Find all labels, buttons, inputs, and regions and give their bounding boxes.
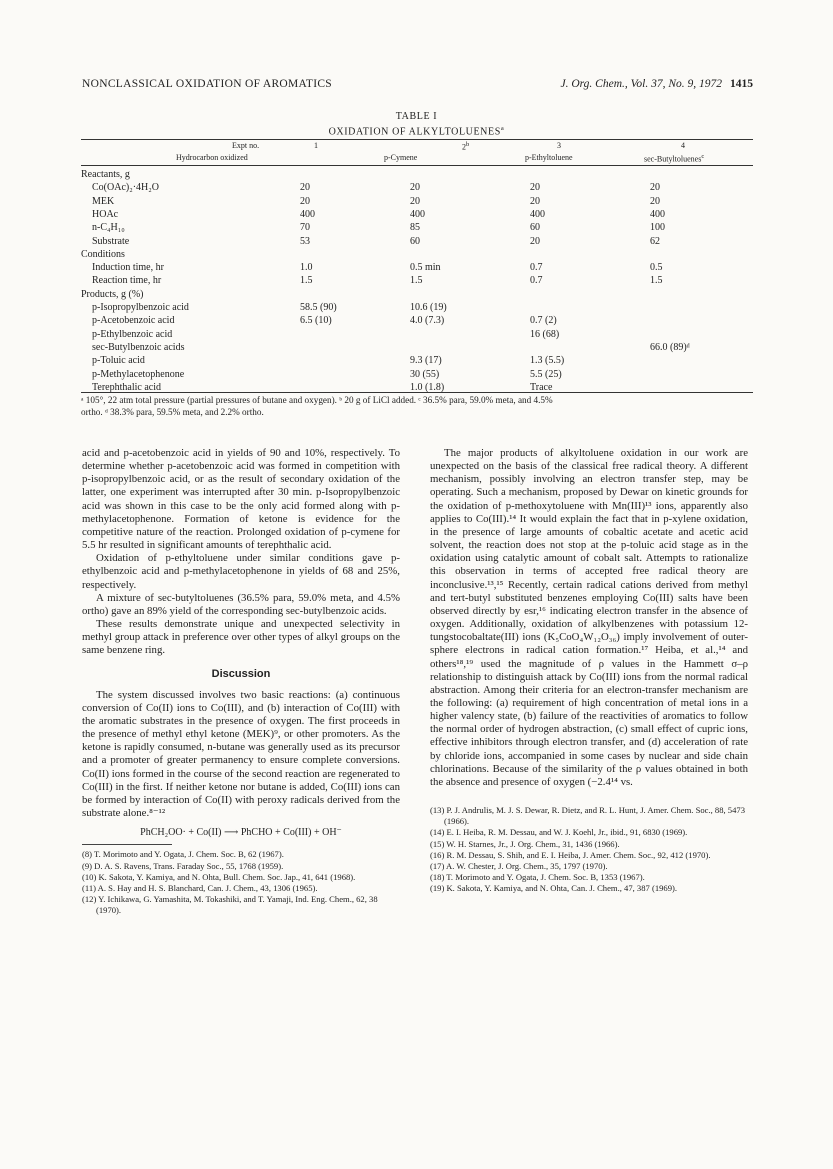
table-cell: 20 <box>410 182 420 194</box>
table-footnotes <box>81 394 753 418</box>
table-cell: 16 (68) <box>530 328 560 340</box>
table-title-footnote-mark: a <box>500 125 505 132</box>
table-cell: 20 <box>530 195 540 207</box>
journal-citation: J. Org. Chem., Vol. 37, No. 9, 1972 <box>560 78 722 90</box>
paragraph: acid and p-acetobenzoic acid in yields of 90 and 10%, respectively. To determine whether p-acetobenzoic acid was formed in competition with p-isopropylbenzoic acid, or as the result of secondary oxidation of the latter, one experiment was interrupted after 30 min. p-Isopropylbenzoic acid was shown in this case to be the only acid formed along with p-methylacetophenone. Formation of ketone is evidence for the competitive nature of the reaction. Prolonged oxidation of p-cymene for 5.5 hr resulted in significant amounts of terephthalic acid. <box>82 447 400 552</box>
table-cell: 60 <box>530 222 540 234</box>
table-bottom-rule <box>81 392 753 393</box>
equation: PhCH₂OO· + Co(II) ⟶ PhCHO + Co(III) + OH⁻ <box>140 827 342 839</box>
table-row-label: Terephthalic acid <box>92 381 161 393</box>
table-title-text: OXIDATION OF ALKYLTOLUENES <box>328 126 501 138</box>
table-footnote-1: ᵃ 105°, 22 atm total pressure (partial pressures of butane and oxygen). ᵇ 20 g of LiCl added. ᶜ 36.5% para, 59.0% meta, and 4.5% <box>81 395 553 405</box>
table-cell: 0.5 min <box>410 262 441 274</box>
table-cell: Trace <box>530 381 553 393</box>
reference-item: (15) W. H. Starnes, Jr., J. Org. Chem., 31, 1436 (1966). <box>430 838 620 849</box>
table-row-label: Reaction time, hr <box>92 275 162 287</box>
table-row-label: Induction time, hr <box>92 262 164 274</box>
table-cell: 20 <box>650 182 660 194</box>
footnote-separator <box>82 844 172 845</box>
table-cell: 400 <box>300 208 315 220</box>
reference-item: (13) P. J. Andrulis, M. J. S. Dewar, R. Dietz, and R. L. Hunt, J. Amer. Chem. Soc., 88, 5473 (1966). <box>430 805 745 827</box>
table-row-label: MEK <box>92 195 115 207</box>
table-cell: 400 <box>650 208 665 220</box>
expt-number: 4 <box>681 141 685 150</box>
table-cell: 66.0 (89)ᵈ <box>650 341 690 353</box>
table-cell: 62 <box>650 235 660 247</box>
table-cell: 400 <box>410 208 425 220</box>
table-row-label: Co(OAc)₂·4H₂O <box>92 182 159 194</box>
table-cell: 30 (55) <box>410 368 440 380</box>
table-cell: 20 <box>410 195 420 207</box>
table-cell: 0.5 <box>650 262 663 274</box>
reference-item: (17) A. W. Chester, J. Org. Chem., 35, 1797 (1970). <box>430 861 608 872</box>
table-row-label: Substrate <box>92 235 130 247</box>
table-cell: 9.3 (17) <box>410 355 442 367</box>
table-row-label: p-Acetobenzoic acid <box>92 315 175 327</box>
hydrocarbon-label: Hydrocarbon oxidized <box>176 153 248 162</box>
reference-item: (19) K. Sakota, Y. Kamiya, and N. Ohta, Can. J. Chem., 47, 387 (1969). <box>430 883 678 894</box>
table-cell: 20 <box>300 195 310 207</box>
table-row-label: p-Ethylbenzoic acid <box>92 328 173 340</box>
table-cell: 20 <box>650 195 660 207</box>
table-cell: 100 <box>650 222 665 234</box>
expt2-footnote-mark: b <box>466 141 470 148</box>
expt-number: 2$^b$ <box>462 141 470 152</box>
table-cell: 10.6 (19) <box>410 302 447 313</box>
table-cell: 1.5 <box>410 275 423 287</box>
section-heading-discussion: Discussion <box>211 667 271 680</box>
running-header-left: NONCLASSICAL OXIDATION OF AROMATICS <box>82 78 332 90</box>
hydrocarbon-name: p-Cymene <box>384 153 418 162</box>
reference-item: (16) R. M. Dessau, S. Shih, and E. I. Heiba, J. Amer. Chem. Soc., 92, 412 (1970). <box>430 849 711 860</box>
table-cell: 5.5 (25) <box>530 368 562 380</box>
table-cell: 1.5 <box>650 275 663 287</box>
reference-item: (10) K. Sakota, Y. Kamiya, and N. Ohta, Bull. Chem. Soc. Jap., 41, 641 (1968). <box>82 871 356 882</box>
table-cell: 4.0 (7.3) <box>410 315 445 327</box>
table-cell: 85 <box>410 222 420 234</box>
table-cell: 0.7 (2) <box>530 315 557 327</box>
reference-item: (12) Y. Ichikawa, G. Yamashita, M. Tokashiki, and T. Yamaji, Ind. Eng. Chem., 62, 38 (1970). <box>82 894 378 916</box>
paragraph: A mixture of sec-butyltoluenes (36.5% para, 59.0% meta, and 4.5% ortho) gave an 89% yield of the corresponding sec-butylbenzoic acids. <box>82 591 400 617</box>
table-header-rule <box>81 165 753 166</box>
hydrocarbon4-footnote-mark: c <box>701 153 705 160</box>
table-title <box>0 125 833 137</box>
table-row-label: n-C₄H₁₀ <box>92 222 125 234</box>
paragraph: The major products of alkyltoluene oxidation in our work are unexpected on the basis of the classical free radical theory. A different mechanism, possibly involving an electron transfer step, may be operating. Such a mechanism, proposed by Dewar on kinetic grounds for the oxidation of p-methoxytoluene with Mn(III)¹³ ions, apparently also applies to Co(III).¹⁴ It would explain the fact that in p-xylene oxidation, in the presence of large amounts of cobaltic acetate and acetic acid solvent, the reaction does not stop at the p-toluic acid stage as in the oxidation using catalytic amount of cobalt salt. Attempts to rationalize this observation in terms of accepted free radical theory are inconclusive.¹³,¹⁵ Recently, certain radical cations derived from methyl and tert-butyl substituted benzenes employing Co(III) salts have been observed directly by esr,¹⁶ indicating electron transfer in the absence of oxygen. Additionally, oxidation of alkylbenzenes with potassium 12-tungstocobaltate(III) ions (K₅CoO₄W₁₂O₃₆) imply involvement of outer-sphere electrons in radical cation formation.¹⁷ Heiba, et al.,¹⁴ and others¹⁸,¹⁹ used the magnitude of ρ values in the Hammett σ–ρ relationship to distinguish attack by Co(III) ions from the normal radical abstraction. Among their criteria for an electron-transfer mechanism are the following: (a) requirement of high concentration of metal ions in a higher valency state, (b) failure of the reactivities of aromatics to follow the normal order of hydrogen abstraction, (c) small effect of cupric ions, effective inhibitors through electron transfer, and (d) acceleration of rate by chloride ions, accompanied in some cases by nuclear and side chain chlorinations. Because of the similarity of the ρ values obtained in both the absence and presence of oxygen (−2.4¹⁴ vs. <box>430 447 748 788</box>
table-cell: 58.5 (90) <box>300 302 337 313</box>
table-row-label: HOAc <box>92 208 119 220</box>
reference-list <box>430 805 748 895</box>
right-column <box>430 447 748 895</box>
table-cell: 1.5 <box>300 275 313 287</box>
table-row-label: Conditions <box>81 248 125 260</box>
table-cell: 1.0 <box>300 262 313 274</box>
table-top-rule <box>81 139 753 140</box>
hydrocarbon-name: sec-Butyltoluenes$^c$ <box>644 153 705 164</box>
expt-no-label: Expt no. <box>232 141 260 150</box>
table-cell: 400 <box>530 208 545 220</box>
table-cell: 20 <box>530 182 540 194</box>
paragraph: These results demonstrate unique and unexpected selectivity in methyl group attack in preference over other types of alkyl groups on the same benzene ring. <box>82 618 400 657</box>
table-row-label: Products, g (%) <box>81 288 144 300</box>
expt-number: 1 <box>314 141 318 150</box>
table-cell: 70 <box>300 222 310 234</box>
table-row-label: Reactants, g <box>81 169 130 180</box>
table-row-label: p-Methylacetophenone <box>92 368 185 380</box>
paragraph: Oxidation of p-ethyltoluene under similar conditions gave p-ethylbenzoic acid and p-methylacetophenone in yields of 68 and 25%, respectively. <box>82 552 400 591</box>
table-row-label: sec-Butylbenzoic acids <box>92 341 185 353</box>
reference-item: (9) D. A. S. Ravens, Trans. Faraday Soc., 55, 1768 (1959). <box>82 860 284 871</box>
table-cell: 60 <box>410 235 420 247</box>
table-cell: 20 <box>300 182 310 194</box>
reference-item: (18) T. Morimoto and Y. Ogata, J. Chem. Soc. B, 1353 (1967). <box>430 872 645 883</box>
table-row-label: p-Isopropylbenzoic acid <box>92 302 189 313</box>
reference-item: (8) T. Morimoto and Y. Ogata, J. Chem. Soc. B, 62 (1967). <box>82 849 284 860</box>
left-column <box>82 447 400 917</box>
hydrocarbon-name: p-Ethyltoluene <box>525 153 573 162</box>
table-label: TABLE I <box>395 111 438 122</box>
table-cell: 0.7 <box>530 262 543 274</box>
page-number: 1415 <box>730 78 753 90</box>
expt-number: 3 <box>557 141 561 150</box>
table-cell: 53 <box>300 235 310 247</box>
table-cell: 1.3 (5.5) <box>530 355 565 367</box>
table-cell: 1.0 (1.8) <box>410 381 445 393</box>
table-footnote-2: ortho. ᵈ 38.3% para, 59.5% meta, and 2.2% ortho. <box>81 407 264 417</box>
table-cell: 20 <box>530 235 540 247</box>
running-header-right <box>560 78 753 90</box>
table-cell: 0.7 <box>530 275 543 287</box>
reference-item: (14) E. I. Heiba, R. M. Dessau, and W. J. Koehl, Jr., ibid., 91, 6830 (1969). <box>430 827 688 838</box>
reference-list <box>82 849 400 916</box>
paragraph: The system discussed involves two basic reactions: (a) continuous conversion of Co(II) ions to Co(III), and (b) interaction of Co(III) with the aromatic substrates in the presence of oxygen. The first proceeds in the presence of methyl ethyl ketone (MEK)⁹, or other promoters. As the ketone is rapidly consumed, n-butane was generally used as its precursor and a promoter of greater permanency to ensure complete conversions. Co(II) ions formed in the course of the second reaction are regenerated to Co(III) in the first. If neither ketone nor butane is added, Co(III) ions can be formed by interaction of Co(II) with peroxy radicals derived from the substrate alone.⁸⁻¹² <box>82 688 400 820</box>
table-row-label: p-Toluic acid <box>92 355 145 367</box>
table-cell: 6.5 (10) <box>300 315 332 327</box>
reference-item: (11) A. S. Hay and H. S. Blanchard, Can. J. Chem., 43, 1306 (1965). <box>82 882 318 893</box>
